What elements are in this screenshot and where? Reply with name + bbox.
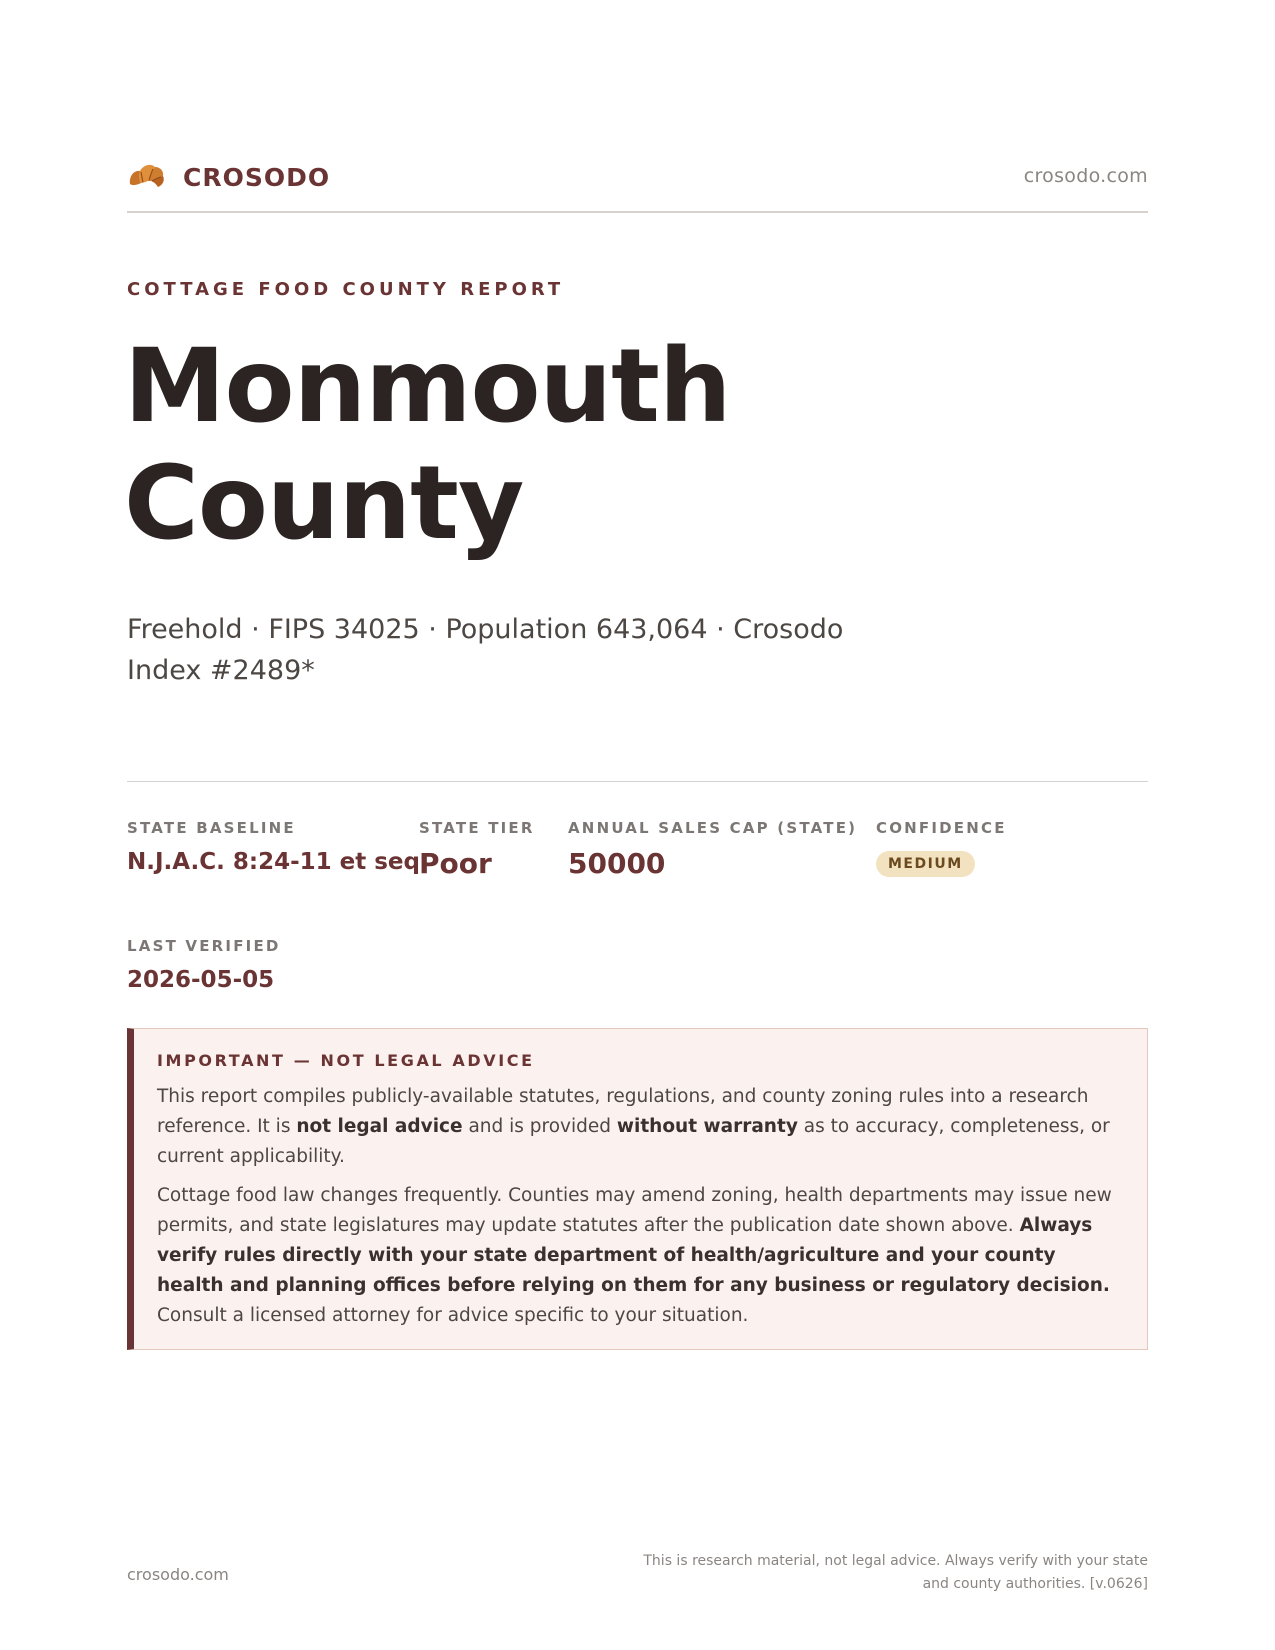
fact-label: LAST VERIFIED [127,937,281,955]
legal-notice [127,1028,1148,1350]
fact-confidence [876,819,1007,877]
fact-value: Poor [419,847,492,880]
notice-text: Cottage food law changes frequently. Counties may amend zoning, health departments may issue new permits, and state legislatures may update statutes after the publication date shown above. [157,1185,1112,1236]
notice-paragraph-1 [157,1082,1123,1172]
notice-emphasis: not legal advice [296,1116,463,1137]
report-subtitle: Freehold · FIPS 34025 · Population 643,064 · Crosodo Index #2489* [127,614,844,686]
brand-name: CROSODO [183,162,331,192]
page-header [127,155,1148,213]
footer-disclaimer: This is research material, not legal advice. Always verify with your state and county authorities. [v.0626] [643,1553,1148,1592]
fact-label: STATE BASELINE [127,819,296,837]
notice-text: This report compiles publicly-available statutes, regulations, and county zoning rules into a research reference. It is [157,1086,1089,1137]
fact-annual-sales-cap [568,819,857,880]
notice-text: as to accuracy, completeness, or current applicability. [157,1116,1110,1167]
fact-value: 50000 [568,847,666,880]
section-divider [127,781,1148,782]
report-page [124,0,1148,1650]
page-title: Monmouth County [124,327,731,563]
fact-last-verified [127,937,281,993]
notice-paragraph-2 [157,1181,1123,1331]
notice-heading: IMPORTANT — NOT LEGAL ADVICE [157,1051,535,1070]
fact-label: ANNUAL SALES CAP (STATE) [568,819,858,837]
fact-state-baseline [127,819,429,875]
confidence-badge: MEDIUM [876,851,975,877]
brand[interactable] [127,157,330,197]
notice-emphasis: Always verify rules directly with your state department of health/agriculture and your county health and planning offices before relying on them for any business or regulatory decision. [157,1215,1110,1296]
croissant-icon [127,157,167,197]
site-url-link[interactable]: crosodo.com [1023,165,1148,187]
notice-emphasis: without warranty [616,1116,798,1137]
fact-label: STATE TIER [419,819,535,837]
fact-label: CONFIDENCE [876,819,1007,837]
notice-text: Consult a licensed attorney for advice specific to your situation. [157,1305,749,1326]
fact-value: N.J.A.C. 8:24-11 et seq. [127,849,429,875]
report-eyebrow: COTTAGE FOOD COUNTY REPORT [127,279,565,300]
fact-state-tier [419,819,535,880]
notice-text: and is provided [462,1116,617,1137]
footer-site-url[interactable]: crosodo.com [127,1565,229,1584]
fact-value: 2026-05-05 [127,967,275,993]
